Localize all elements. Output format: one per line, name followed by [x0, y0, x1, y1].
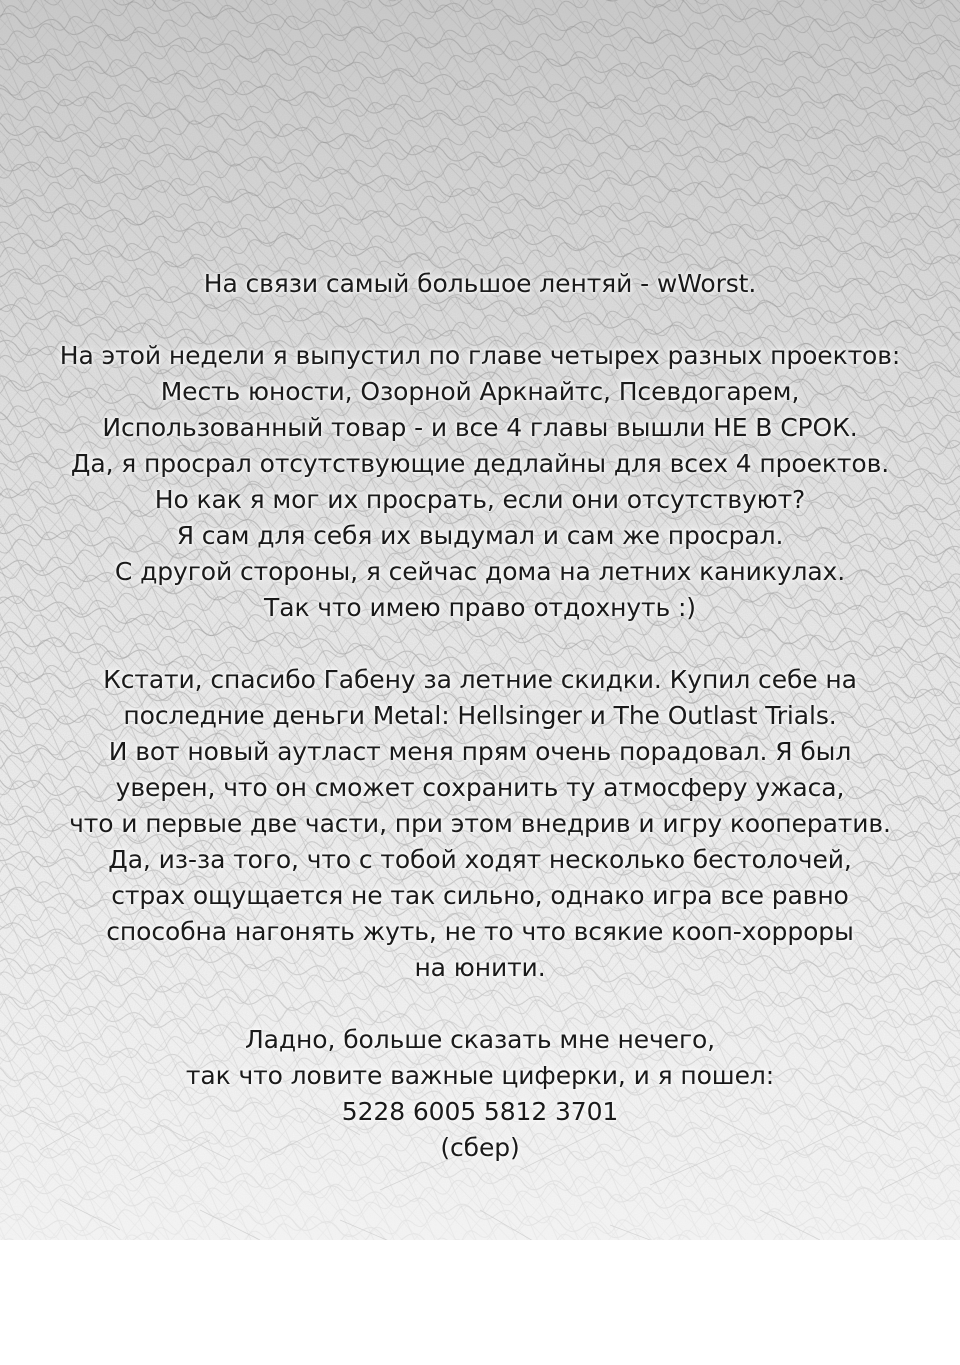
text-line: уверен, что он сможет сохранить ту атмосферу ужаса, — [115, 773, 845, 802]
bank-name: (сбер) — [440, 1133, 520, 1162]
text-line: С другой стороны, я сейчас дома на летних каникулах. — [114, 557, 846, 586]
card-number: 5228 6005 5812 3701 — [341, 1097, 619, 1126]
paragraph-games — [0, 662, 960, 986]
text-line: Месть юности, Озорной Аркнайтс, Псевдогарем, — [160, 377, 800, 406]
text-line: Использованный товар - и все 4 главы вышли НЕ В СРОК. — [102, 413, 858, 442]
text-line: способна нагонять жуть, не то что всякие кооп-хорроры — [106, 917, 854, 946]
text-line: На связи самый большое лентяй - wWorst. — [203, 269, 757, 298]
text-line: последние деньги Metal: Hellsinger и The Outlast Trials. — [123, 701, 837, 730]
note-text-block — [0, 266, 960, 1166]
paragraph-closing — [0, 1022, 960, 1166]
text-line: Ладно, больше сказать мне нечего, — [244, 1025, 716, 1054]
text-line: Я сам для себя их выдумал и сам же просрал. — [176, 521, 784, 550]
text-line: так что ловите важные циферки, и я пошел: — [185, 1061, 775, 1090]
text-line: страх ощущается не так сильно, однако игра все равно — [111, 881, 849, 910]
text-line: на юнити. — [414, 953, 546, 982]
text-line: Кстати, спасибо Габену за летние скидки. Купил себе на — [103, 665, 857, 694]
text-line: Да, я просрал отсутствующие дедлайны для всех 4 проектов. — [70, 449, 890, 478]
text-line: И вот новый аутласт меня прям очень порадовал. Я был — [108, 737, 852, 766]
text-line: Так что имею право отдохнуть :) — [264, 593, 696, 622]
paragraph-releases — [0, 338, 960, 626]
text-line: На этой недели я выпустил по главе четырех разных проектов: — [59, 341, 901, 370]
text-line: Да, из-за того, что с тобой ходят несколько бестолочей, — [108, 845, 852, 874]
paragraph-greeting — [0, 266, 960, 302]
text-line: что и первые две части, при этом внедрив и игру кооператив. — [69, 809, 891, 838]
text-line: Но как я мог их просрать, если они отсутствуют? — [154, 485, 806, 514]
